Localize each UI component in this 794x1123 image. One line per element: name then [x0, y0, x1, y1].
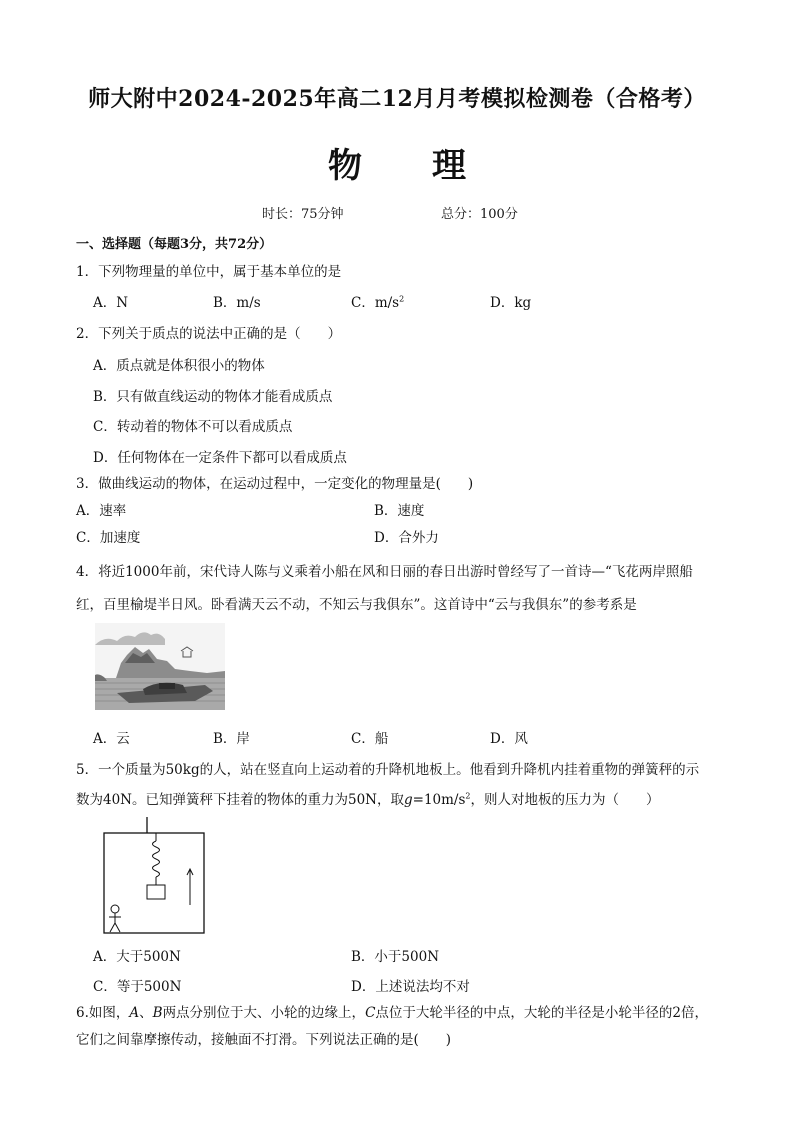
exam-duration: 时长：75分钟 [262, 207, 344, 222]
question-5-line-1: 5．一个质量为50kg的人，站在竖直向上运动着的升降机地板上。他看到升降机内挂着重物的弹簧秤的示 [76, 762, 700, 778]
boat-landscape-illustration [95, 623, 225, 710]
question-2-stem: 2．下列关于质点的说法中正确的是（ ） [76, 326, 342, 342]
q5-option-d: D．上述说法均不对 [351, 979, 470, 995]
q2-option-a: A．质点就是体积很小的物体 [93, 358, 265, 374]
question-4-line-1: 4．将近1000年前，宋代诗人陈与义乘着小船在风和日丽的春日出游时曾经写了一首诗—“飞花两岸照船 [76, 564, 693, 580]
exam-total-score: 总分：100分 [441, 207, 518, 222]
question-4-line-2: 红，百里榆堤半日风。卧看满天云不动，不知云与我俱东”。这首诗中“云与我俱东”的参考系是 [76, 597, 637, 613]
q3-option-d: D．合外力 [374, 530, 439, 546]
q3-option-a: A．速率 [76, 503, 127, 519]
section-heading: 一、选择题（每题3分，共72分） [76, 237, 273, 252]
question-6-line-1: 6.如图，A、B两点分别位于大、小轮的边缘上，C点位于大轮半径的中点，大轮的半径是小轮半径的2倍， [76, 1005, 708, 1021]
q4-option-a: A．云 [93, 731, 130, 747]
q1-option-c: C．$m/s^2$ [351, 294, 405, 311]
question-6-line-2: 它们之间靠摩擦传动，接触面不打滑。下列说法正确的是( ) [76, 1032, 452, 1048]
q4-option-b: B．岸 [213, 731, 250, 747]
q1-option-b: B．m/s [213, 295, 261, 311]
q5-option-b: B．小于500N [351, 949, 440, 965]
q2-option-d: D．任何物体在一定条件下都可以看成质点 [93, 450, 347, 466]
q2-option-b: B．只有做直线运动的物体才能看成质点 [93, 389, 333, 405]
q4-option-d: D．风 [490, 731, 528, 747]
question-3-stem: 3．做曲线运动的物体，在运动过程中，一定变化的物理量是( ) [76, 476, 474, 492]
exam-title: 师大附中2024-2025年高二12月月考模拟检测卷（合格考） [88, 86, 706, 112]
q1-option-a: A．N [93, 295, 129, 311]
q3-option-b: B．速度 [374, 503, 425, 519]
q5-option-c: C．等于500N [93, 979, 182, 995]
q5-option-a: A．大于500N [93, 949, 181, 965]
q3-option-c: C．加速度 [76, 530, 141, 546]
subject-title: 物理 [328, 146, 536, 186]
elevator-spring-scale-diagram [98, 815, 208, 935]
q1-option-d: D．kg [490, 295, 532, 311]
question-5-line-2: 数为40N。已知弹簧秤下挂着的物体的重力为50N，取$g=10m/s^2$，则人对地板的压力为（ ） [76, 791, 660, 808]
q2-option-c: C．转动着的物体不可以看成质点 [93, 419, 293, 435]
q4-option-c: C．船 [351, 731, 389, 747]
question-1-stem: 1．下列物理量的单位中，属于基本单位的是 [76, 264, 342, 280]
